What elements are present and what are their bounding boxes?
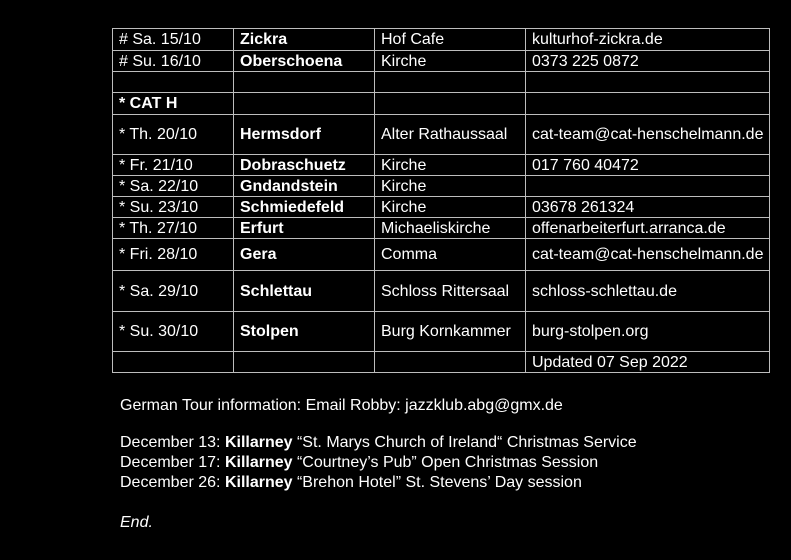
town-cell: Schlettau <box>234 271 375 312</box>
event-description: “Brehon Hotel” St. Stevens’ Day session <box>292 474 582 491</box>
date-cell <box>113 352 234 373</box>
contact-cell: 0373 225 0872 <box>526 51 770 72</box>
date-cell: # Su. 16/10 <box>113 51 234 72</box>
event-date: December 26: <box>120 474 225 491</box>
table-row <box>113 218 770 239</box>
event-date: December 13: <box>120 434 225 451</box>
end-text <box>120 513 153 533</box>
venue-cell: Kirche <box>375 51 526 72</box>
venue-cell: Kirche <box>375 155 526 176</box>
event-date: December 17: <box>120 454 225 471</box>
date-cell: * Fr. 21/10 <box>113 155 234 176</box>
contact-cell: burg-stolpen.org <box>526 312 770 352</box>
event-town: Killarney <box>224 474 293 491</box>
date-cell <box>113 72 234 93</box>
table-row <box>113 271 770 312</box>
table-row <box>113 72 770 93</box>
table-row <box>113 29 770 51</box>
december-line <box>120 473 582 493</box>
contact-cell: 017 760 40472 <box>526 155 770 176</box>
venue-cell: Schloss Rittersaal <box>375 271 526 312</box>
december-line <box>120 433 637 453</box>
town-cell: Schmiedefeld <box>234 197 375 218</box>
december-line <box>120 453 598 473</box>
event-description: “St. Marys Church of Ireland“ Christmas Service <box>292 434 637 451</box>
event-description: “Courtney’s Pub” Open Christmas Session <box>292 454 599 471</box>
town-cell: Gndandstein <box>234 176 375 197</box>
venue-cell <box>375 72 526 93</box>
event-town: Killarney <box>224 434 293 451</box>
venue-cell: Hof Cafe <box>375 29 526 51</box>
venue-cell: Kirche <box>375 176 526 197</box>
contact-cell: schloss-schlettau.de <box>526 271 770 312</box>
date-cell: * Su. 23/10 <box>113 197 234 218</box>
end-text-label: End. <box>120 514 153 531</box>
venue-cell: Burg Kornkammer <box>375 312 526 352</box>
table-row <box>113 312 770 352</box>
tour-info-line: German Tour information: Email Robby: jazzklub.abg@gmx.de <box>120 397 563 414</box>
town-cell <box>234 72 375 93</box>
town-cell: Gera <box>234 239 375 271</box>
contact-cell: cat-team@cat-henschelmann.de <box>526 115 770 155</box>
venue-cell: Kirche <box>375 197 526 218</box>
contact-cell <box>526 72 770 93</box>
town-cell <box>234 93 375 115</box>
venue-cell: Alter Rathaussaal <box>375 115 526 155</box>
section-header-row <box>113 93 770 115</box>
town-cell: Dobraschuetz <box>234 155 375 176</box>
section-header: * CAT H <box>113 93 234 115</box>
table-row <box>113 51 770 72</box>
venue-cell <box>375 93 526 115</box>
town-cell: Hermsdorf <box>234 115 375 155</box>
table-row <box>113 352 770 373</box>
date-cell: * Th. 20/10 <box>113 115 234 155</box>
updated-note: Updated 07 Sep 2022 <box>526 352 770 373</box>
venue-cell: Comma <box>375 239 526 271</box>
contact-cell: kulturhof-zickra.de <box>526 29 770 51</box>
date-cell: * Sa. 22/10 <box>113 176 234 197</box>
date-cell: * Th. 27/10 <box>113 218 234 239</box>
table-row <box>113 197 770 218</box>
date-cell: * Su. 30/10 <box>113 312 234 352</box>
contact-cell: 03678 261324 <box>526 197 770 218</box>
tour-dates-table <box>112 28 770 373</box>
date-cell: * Sa. 29/10 <box>113 271 234 312</box>
town-cell: Zickra <box>234 29 375 51</box>
town-cell: Oberschoena <box>234 51 375 72</box>
venue-cell <box>375 352 526 373</box>
table-row <box>113 176 770 197</box>
contact-cell: offenarbeiterfurt.arranca.de <box>526 218 770 239</box>
table-row <box>113 115 770 155</box>
table-row <box>113 239 770 271</box>
town-cell <box>234 352 375 373</box>
contact-cell <box>526 176 770 197</box>
town-cell: Stolpen <box>234 312 375 352</box>
date-cell: # Sa. 15/10 <box>113 29 234 51</box>
contact-cell: cat-team@cat-henschelmann.de <box>526 239 770 271</box>
event-town: Killarney <box>224 454 293 471</box>
date-cell: * Fri. 28/10 <box>113 239 234 271</box>
town-cell: Erfurt <box>234 218 375 239</box>
contact-cell <box>526 93 770 115</box>
venue-cell: Michaeliskirche <box>375 218 526 239</box>
table-row <box>113 155 770 176</box>
